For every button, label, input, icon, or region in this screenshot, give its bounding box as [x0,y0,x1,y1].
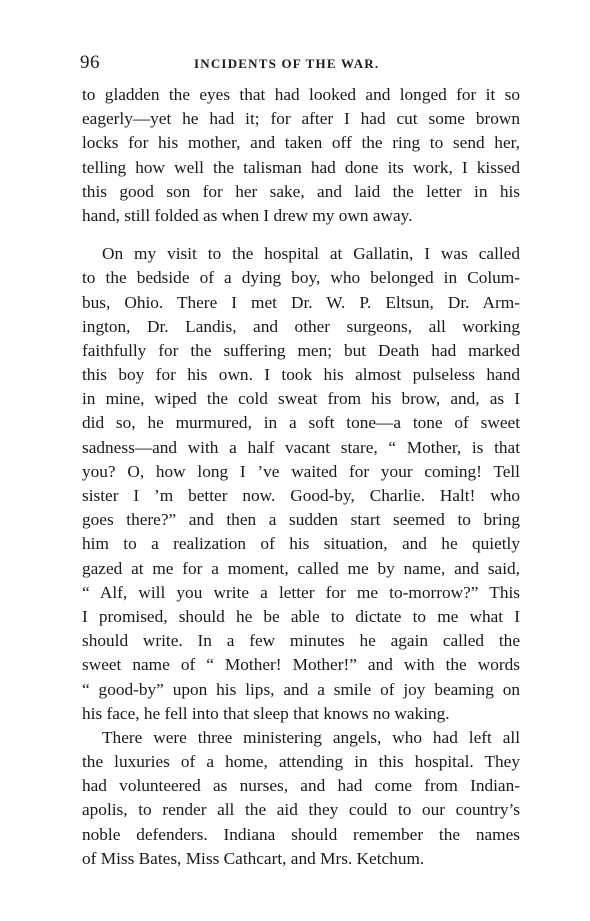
text-line: noble defenders. Indiana should remember the names [82,824,520,844]
running-head: INCIDENTS OF THE WAR. [194,56,380,71]
text-line: this good son for her sake, and laid the letter in his [82,181,520,201]
text-line: gazed at me for a moment, called me by name, and said, [82,558,520,578]
text-line: to gladden the eyes that had looked and longed for it so [82,85,520,104]
text-line: On my visit to the hospital at Gallatin, I was called [102,244,520,264]
text-line: “ Alf, will you write a letter for me to-morrow?” This [82,582,520,602]
text-line: bus, Ohio. There I met Dr. W. P. Eltsun, Dr. Arm- [82,292,520,312]
page-header [72,52,512,76]
body-text [82,83,520,871]
text-line: to the bedside of a dying boy, who belonged in Colum- [82,268,520,288]
text-line: of Miss Bates, Miss Cathcart, and Mrs. Ketchum. [82,848,425,868]
paragraph-1 [82,83,520,228]
paragraph-spacer [82,228,520,242]
text-line: in mine, wiped the cold sweat from his brow, and, as I [82,389,520,409]
text-line: There were three ministering angels, who had left all [102,727,520,747]
text-line: I promised, should he be able to dictate to me what I [82,606,520,626]
text-line: goes there?” and then a sudden start seemed to bring [82,510,520,530]
paragraph-2 [82,242,520,726]
page-number: 96 [80,52,100,73]
text-line: sadness—and with a half vacant stare, “ Mother, is that [82,437,520,457]
text-line: apolis, to render all the aid they could to our country’s [82,800,520,820]
text-line: eagerly—yet he had it; for after I had cut some brown [82,109,520,129]
text-line: ington, Dr. Landis, and other surgeons, all working [82,316,520,336]
text-line: telling how well the talisman had done its work, I kissed [82,157,520,177]
text-line: sweet name of “ Mother! Mother!” and with the words [82,655,520,675]
text-line: had volunteered as nurses, and had come from Indian- [82,776,520,796]
text-line: you? O, how long I ’ve waited for your coming! Tell [82,461,520,481]
text-line: locks for his mother, and taken off the ring to send her, [82,133,520,153]
text-line: him to a realization of his situation, and he quietly [82,534,520,554]
text-line: his face, he fell into that sleep that knows no waking. [82,703,450,723]
paragraph-3 [82,726,520,871]
text-line: sister I ’m better now. Good-by, Charlie. Halt! who [82,486,520,505]
text-line: hand, still folded as when I drew my own away. [82,205,413,225]
text-line: “ good-by” upon his lips, and a smile of joy beaming on [82,679,520,699]
text-line: should write. In a few minutes he again called the [82,631,520,651]
text-line: did so, he murmured, in a soft tone—a tone of sweet [82,413,520,433]
text-line: this boy for his own. I took his almost pulseless hand [82,365,520,385]
text-line: the luxuries of a home, attending in this hospital. They [82,752,520,772]
text-line: faithfully for the suffering men; but Death had marked [82,340,520,360]
